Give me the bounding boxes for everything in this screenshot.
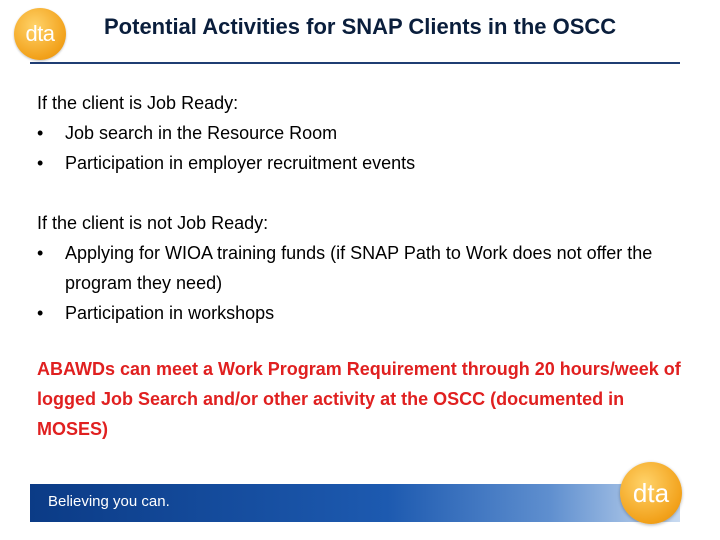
section-gap bbox=[37, 178, 687, 208]
list-item bbox=[37, 148, 687, 178]
list-item bbox=[37, 298, 687, 328]
logo-text: dta bbox=[632, 477, 670, 508]
job-ready-list bbox=[37, 118, 687, 178]
abawd-highlight-text: ABAWDs can meet a Work Program Requirement through 20 hours/week of logged Job Search and/or other activity at the OSCC (documented in MOSES) bbox=[37, 359, 681, 439]
dta-logo-bottom bbox=[620, 462, 682, 524]
footer-bar bbox=[30, 484, 680, 522]
title-divider bbox=[30, 62, 680, 64]
not-job-ready-list bbox=[37, 238, 687, 328]
list-item bbox=[37, 118, 687, 148]
bullet-icon: • bbox=[37, 153, 44, 173]
bullet-icon: • bbox=[37, 303, 44, 323]
list-item-text: Job search in the Resource Room bbox=[65, 123, 338, 143]
list-item bbox=[37, 238, 687, 298]
list-item-text: Applying for WIOA training funds (if SNAP Path to Work does not offer the program they need) bbox=[65, 243, 653, 293]
bullet-icon: • bbox=[37, 243, 44, 263]
slide-content bbox=[37, 88, 687, 462]
logo-text: dta bbox=[25, 21, 55, 46]
section-not-job-ready-heading: If the client is not Job Ready: bbox=[37, 213, 269, 233]
dta-logo-top bbox=[14, 8, 66, 60]
list-item-text: Participation in employer recruitment events bbox=[65, 153, 416, 173]
slide-title: Potential Activities for SNAP Clients in the OSCC bbox=[104, 14, 617, 39]
section-job-ready-heading: If the client is Job Ready: bbox=[37, 93, 239, 113]
bullet-icon: • bbox=[37, 123, 44, 143]
list-item-text: Participation in workshops bbox=[65, 303, 275, 323]
footer-tagline: Believing you can. bbox=[48, 493, 170, 510]
